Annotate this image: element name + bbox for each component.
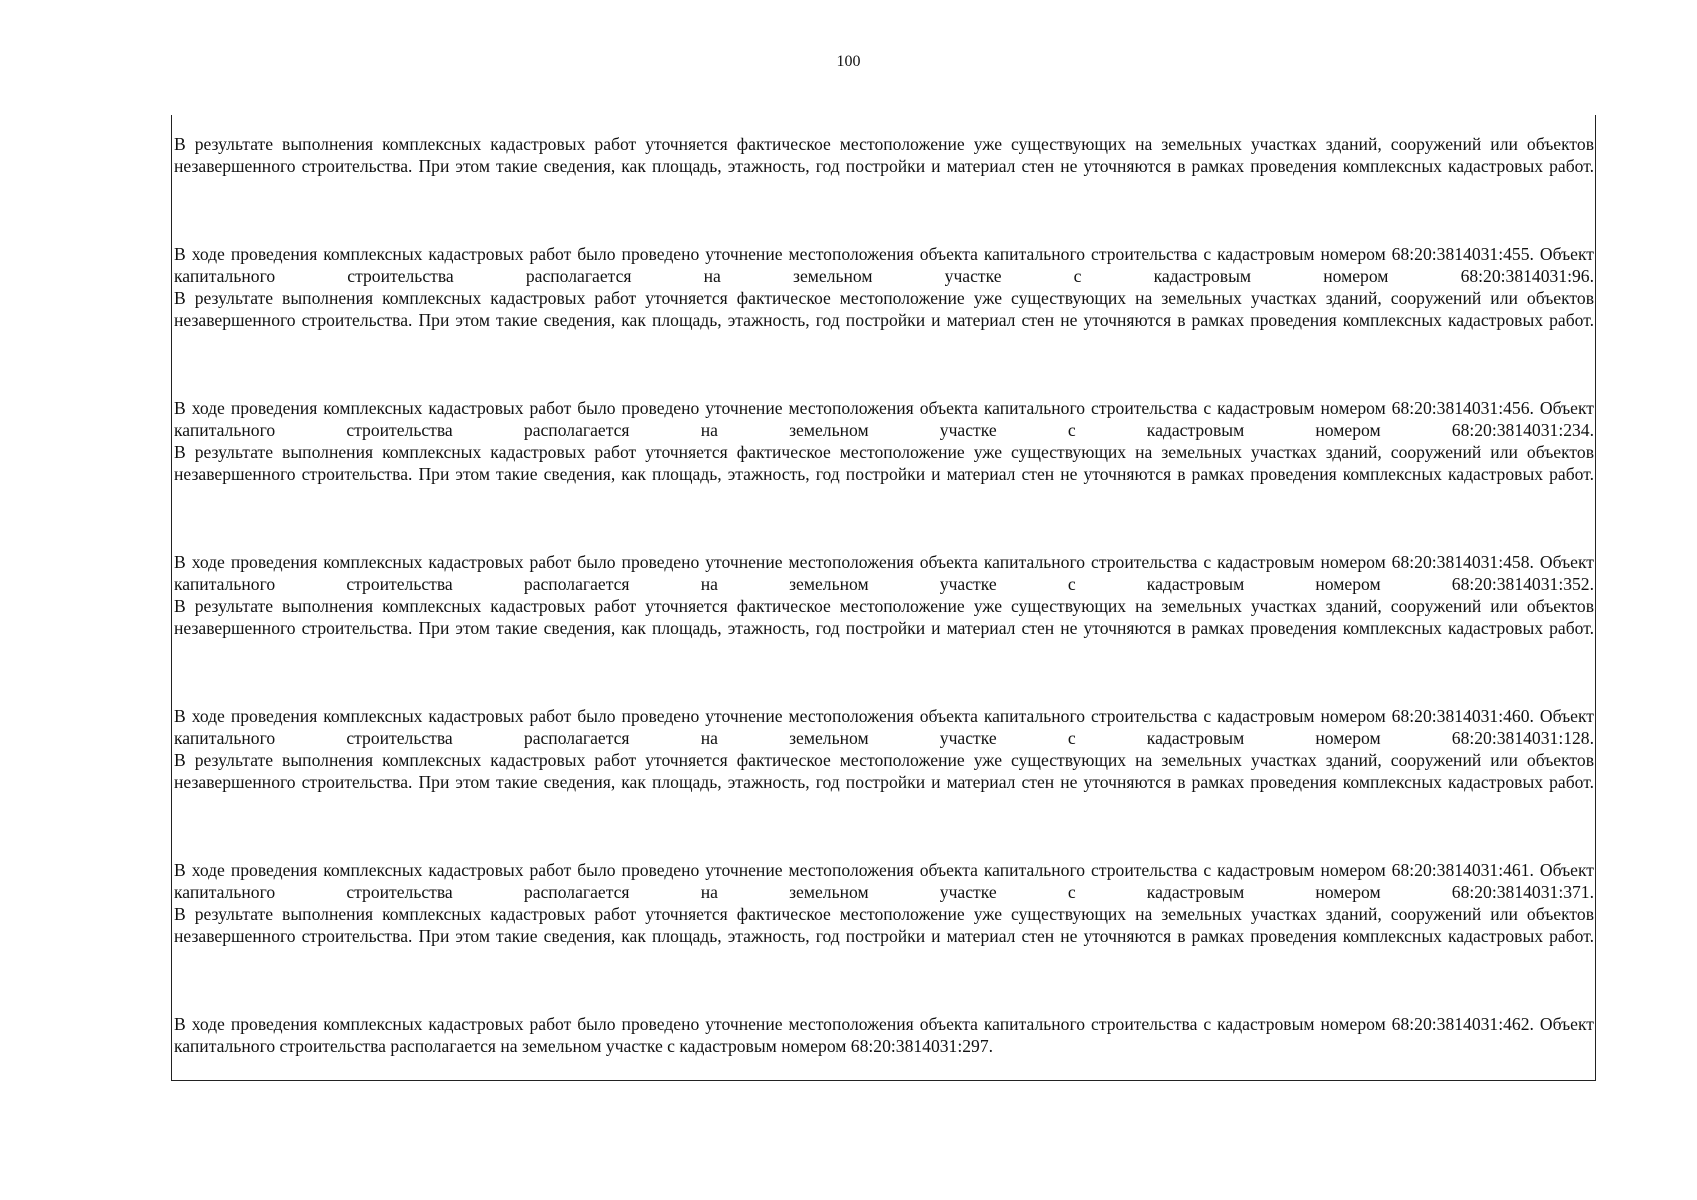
paragraph-line: В результате выполнения комплексных кадастровых работ уточняется фактическое местоположение уже существующих на земельных участках зданий, сооружений или объектов незавершенного строительства. При этом такие сведения, как площадь, этажность, год постройки и материал стен не уточняются в рамках проведения комплексных кадастровых работ. <box>174 596 1594 638</box>
paragraph-1 <box>174 133 1594 177</box>
paragraph-2 <box>174 243 1594 331</box>
paragraph-line: В ходе проведения комплексных кадастровых работ было проведено уточнение местоположения объекта капитального строительства с кадастровым номером 68:20:3814031:455. Объект капитального строительства располагается на земельном участке с кадастровым номером 68:20:3814031:96. <box>174 244 1594 286</box>
page-number: 100 <box>836 53 861 70</box>
paragraph-7 <box>174 1013 1594 1057</box>
paragraph-line: В результате выполнения комплексных кадастровых работ уточняется фактическое местоположение уже существующих на земельных участках зданий, сооружений или объектов незавершенного строительства. При этом такие сведения, как площадь, этажность, год постройки и материал стен не уточняются в рамках проведения комплексных кадастровых работ. <box>174 288 1594 330</box>
paragraph-3 <box>174 397 1594 485</box>
paragraph-line: В результате выполнения комплексных кадастровых работ уточняется фактическое местоположение уже существующих на земельных участках зданий, сооружений или объектов незавершенного строительства. При этом такие сведения, как площадь, этажность, год постройки и материал стен не уточняются в рамках проведения комплексных кадастровых работ. <box>174 904 1594 946</box>
paragraph-line: В ходе проведения комплексных кадастровых работ было проведено уточнение местоположения объекта капитального строительства с кадастровым номером 68:20:3814031:461. Объект капитального строительства располагается на земельном участке с кадастровым номером 68:20:3814031:371. <box>174 860 1594 902</box>
paragraph-line: В результате выполнения комплексных кадастровых работ уточняется фактическое местоположение уже существующих на земельных участках зданий, сооружений или объектов незавершенного строительства. При этом такие сведения, как площадь, этажность, год постройки и материал стен не уточняются в рамках проведения комплексных кадастровых работ. <box>174 442 1594 484</box>
paragraph-line: В результате выполнения комплексных кадастровых работ уточняется фактическое местоположение уже существующих на земельных участках зданий, сооружений или объектов незавершенного строительства. При этом такие сведения, как площадь, этажность, год постройки и материал стен не уточняются в рамках проведения комплексных кадастровых работ. <box>174 134 1594 176</box>
paragraph-6 <box>174 859 1594 947</box>
paragraph-5 <box>174 705 1594 793</box>
paragraph-line: В ходе проведения комплексных кадастровых работ было проведено уточнение местоположения объекта капитального строительства с кадастровым номером 68:20:3814031:462. Объект капитального строительства располагается на земельном участке с кадастровым номером 68:20:3814031:297. <box>174 1014 1594 1056</box>
paragraph-line: В ходе проведения комплексных кадастровых работ было проведено уточнение местоположения объекта капитального строительства с кадастровым номером 68:20:3814031:460. Объект капитального строительства располагается на земельном участке с кадастровым номером 68:20:3814031:128. <box>174 706 1594 748</box>
document-body <box>174 133 1594 1057</box>
paragraph-line: В результате выполнения комплексных кадастровых работ уточняется фактическое местоположение уже существующих на земельных участках зданий, сооружений или объектов незавершенного строительства. При этом такие сведения, как площадь, этажность, год постройки и материал стен не уточняются в рамках проведения комплексных кадастровых работ. <box>174 750 1594 792</box>
paragraph-4 <box>174 551 1594 639</box>
paragraph-line: В ходе проведения комплексных кадастровых работ было проведено уточнение местоположения объекта капитального строительства с кадастровым номером 68:20:3814031:456. Объект капитального строительства располагается на земельном участке с кадастровым номером 68:20:3814031:234. <box>174 398 1594 440</box>
paragraph-line: В ходе проведения комплексных кадастровых работ было проведено уточнение местоположения объекта капитального строительства с кадастровым номером 68:20:3814031:458. Объект капитального строительства располагается на земельном участке с кадастровым номером 68:20:3814031:352. <box>174 552 1594 594</box>
